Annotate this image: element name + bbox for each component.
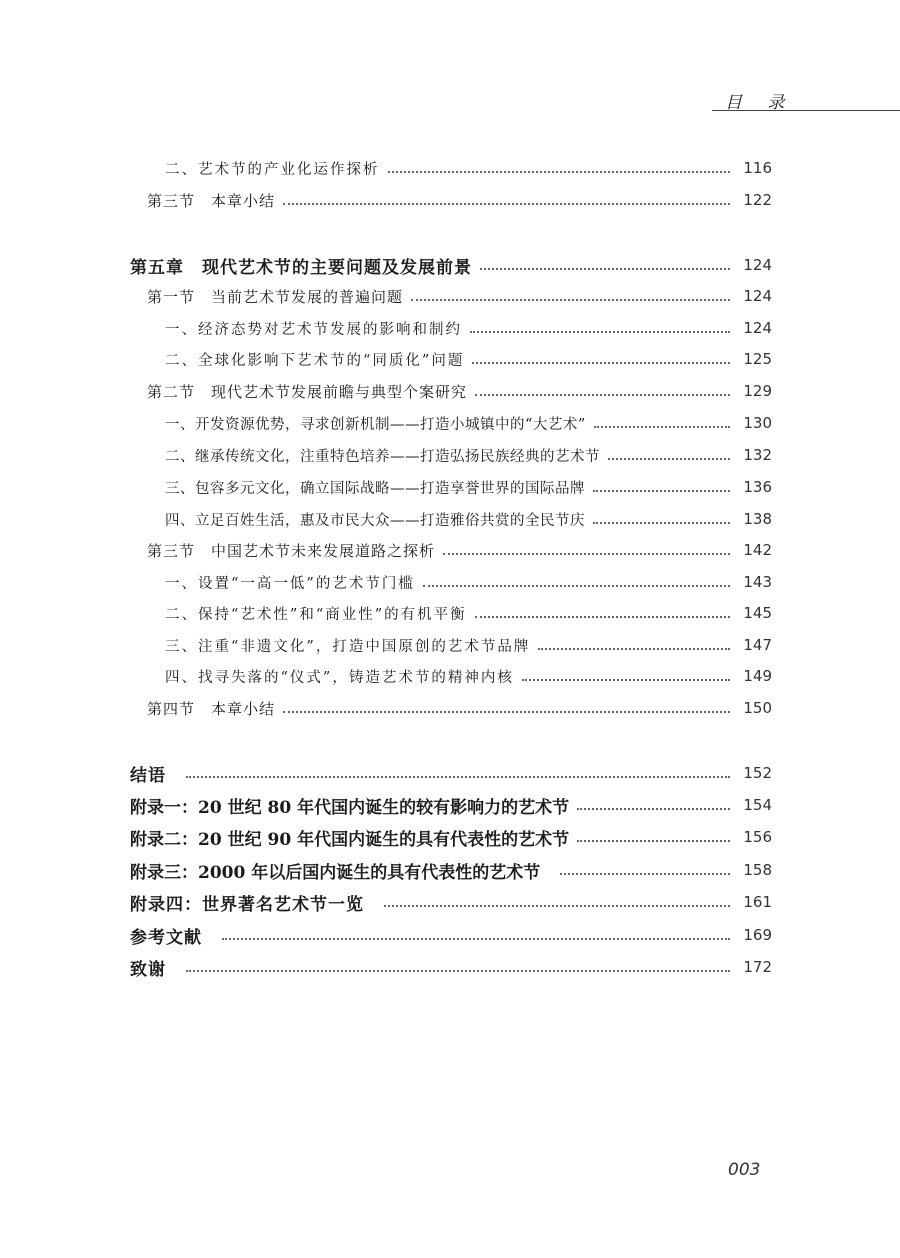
toc-entry-page: 154 xyxy=(743,796,772,814)
toc-entry[interactable] xyxy=(165,599,772,627)
leader-dots xyxy=(593,522,730,524)
toc-entry-title: 二、艺术节的产业化运作探析 xyxy=(165,161,380,178)
toc-entry[interactable] xyxy=(165,473,772,501)
leader-dots xyxy=(283,711,730,713)
toc-entry[interactable] xyxy=(130,791,772,819)
leader-dots xyxy=(538,648,730,650)
leader-dots xyxy=(186,776,730,778)
toc-entry[interactable] xyxy=(130,921,772,949)
toc-entry[interactable] xyxy=(165,568,772,596)
leader-dots xyxy=(443,553,730,555)
header-rule xyxy=(712,110,900,111)
toc-entry-title: 一、经济态势对艺术节发展的影响和制约 xyxy=(165,321,462,338)
header-title: 目 录 xyxy=(725,93,795,113)
toc-entry[interactable] xyxy=(147,377,772,405)
toc-entry-page: 130 xyxy=(743,414,772,432)
leader-dots xyxy=(560,873,730,875)
toc-entry-title: 三、注重“非遗文化”，打造中国原创的艺术节品牌 xyxy=(165,638,531,655)
toc-entry[interactable] xyxy=(130,953,772,981)
toc-entry-title: 二、继承传统文化，注重特色培养——打造弘扬民族经典的艺术节 xyxy=(165,448,600,465)
toc-entry-page: 145 xyxy=(743,604,772,622)
toc-entry-page: 116 xyxy=(743,159,772,177)
toc-entry-page: 152 xyxy=(743,764,772,782)
toc-entry[interactable] xyxy=(165,441,772,469)
leader-dots xyxy=(577,840,730,842)
toc-entry[interactable] xyxy=(147,536,772,564)
toc-entry[interactable] xyxy=(130,856,772,884)
toc-entry-page: 156 xyxy=(743,828,772,846)
toc-entry-page: 124 xyxy=(743,287,772,305)
toc-entry-title: 四、立足百姓生活，惠及市民大众——打造雅俗共赏的全民节庆 xyxy=(165,512,585,529)
toc-entry-title: 参考文献 xyxy=(130,927,202,948)
toc-entry-page: 124 xyxy=(743,256,772,274)
leader-dots xyxy=(186,970,730,972)
toc-entry-page: 150 xyxy=(743,699,772,717)
toc-entry[interactable] xyxy=(165,345,772,373)
toc-entry-title: 结语 xyxy=(130,765,166,786)
leader-dots xyxy=(475,394,730,396)
toc-entry-page: 143 xyxy=(743,573,772,591)
leader-dots xyxy=(411,299,730,301)
toc-entry-title: 附录二：20 世纪 90 年代国内诞生的具有代表性的艺术节 xyxy=(130,829,570,850)
toc-entry-title: 第二节 现代艺术节发展前瞻与典型个案研究 xyxy=(147,382,468,401)
toc-entry-title: 附录四：世界著名艺术节一览 xyxy=(130,894,364,915)
toc-entry-title: 四、找寻失落的“仪式”，铸造艺术节的精神内核 xyxy=(165,669,514,686)
toc-entry[interactable] xyxy=(147,186,772,214)
toc-entry-page: 147 xyxy=(743,636,772,654)
toc-entry-page: 136 xyxy=(743,478,772,496)
toc-entry-title: 一、设置“一高一低”的艺术节门槛 xyxy=(165,575,415,592)
toc-entry-page: 138 xyxy=(743,510,772,528)
toc-entry-page: 158 xyxy=(743,861,772,879)
leader-dots xyxy=(608,458,730,460)
toc-entry-title: 一、开发资源优势，寻求创新机制——打造小城镇中的“大艺术” xyxy=(165,416,586,433)
toc-entry-page: 172 xyxy=(743,958,772,976)
toc-entry-title: 第一节 当前艺术节发展的普遍问题 xyxy=(147,287,404,306)
toc-entry[interactable] xyxy=(165,314,772,342)
leader-dots xyxy=(283,203,730,205)
leader-dots xyxy=(480,268,730,270)
toc-entry[interactable] xyxy=(165,154,772,182)
toc-entry[interactable] xyxy=(165,631,772,659)
leader-dots xyxy=(594,426,730,428)
toc-entry[interactable] xyxy=(165,662,772,690)
leader-dots xyxy=(222,938,730,940)
leader-dots xyxy=(472,362,730,364)
toc-entry-page: 142 xyxy=(743,541,772,559)
toc-entry-page: 169 xyxy=(743,926,772,944)
leader-dots xyxy=(522,679,730,681)
page-number: 003 xyxy=(728,1160,761,1180)
toc-entry-title: 第三节 本章小结 xyxy=(147,191,276,210)
toc-entry[interactable] xyxy=(130,823,772,851)
toc-entry-page: 149 xyxy=(743,667,772,685)
toc-entry-page: 122 xyxy=(743,191,772,209)
toc-entry[interactable] xyxy=(130,251,772,279)
leader-dots xyxy=(593,490,730,492)
toc-entry[interactable] xyxy=(130,759,772,787)
toc-entry[interactable] xyxy=(130,888,772,916)
leader-dots xyxy=(577,808,730,810)
toc-entry[interactable] xyxy=(165,505,772,533)
toc-entry-page: 125 xyxy=(743,350,772,368)
toc-entry[interactable] xyxy=(165,409,772,437)
toc-entry-title: 附录一：20 世纪 80 年代国内诞生的较有影响力的艺术节 xyxy=(130,797,570,818)
leader-dots xyxy=(388,171,731,173)
toc-entry-page: 124 xyxy=(743,319,772,337)
toc-entry-title: 第三节 中国艺术节未来发展道路之探析 xyxy=(147,541,436,560)
toc-entry-title: 二、保持“艺术性”和“商业性”的有机平衡 xyxy=(165,606,467,623)
toc-entry-title: 三、包容多元文化，确立国际战略——打造享誉世界的国际品牌 xyxy=(165,480,585,497)
toc-entry[interactable] xyxy=(147,282,772,310)
toc-entry-title: 致谢 xyxy=(130,959,166,980)
toc-entry-title: 附录三：2000 年以后国内诞生的具有代表性的艺术节 xyxy=(130,862,541,883)
toc-entry-page: 132 xyxy=(743,446,772,464)
leader-dots xyxy=(470,331,730,333)
toc-entry-title: 二、全球化影响下艺术节的“同质化”问题 xyxy=(165,352,465,369)
toc-entry-title: 第四节 本章小结 xyxy=(147,699,276,718)
toc-entry-page: 129 xyxy=(743,382,772,400)
leader-dots xyxy=(384,905,730,907)
leader-dots xyxy=(423,585,730,587)
toc-entry-title: 第五章 现代艺术节的主要问题及发展前景 xyxy=(130,257,472,278)
leader-dots xyxy=(475,616,730,618)
toc-entry-page: 161 xyxy=(743,893,772,911)
toc-entry[interactable] xyxy=(147,694,772,722)
